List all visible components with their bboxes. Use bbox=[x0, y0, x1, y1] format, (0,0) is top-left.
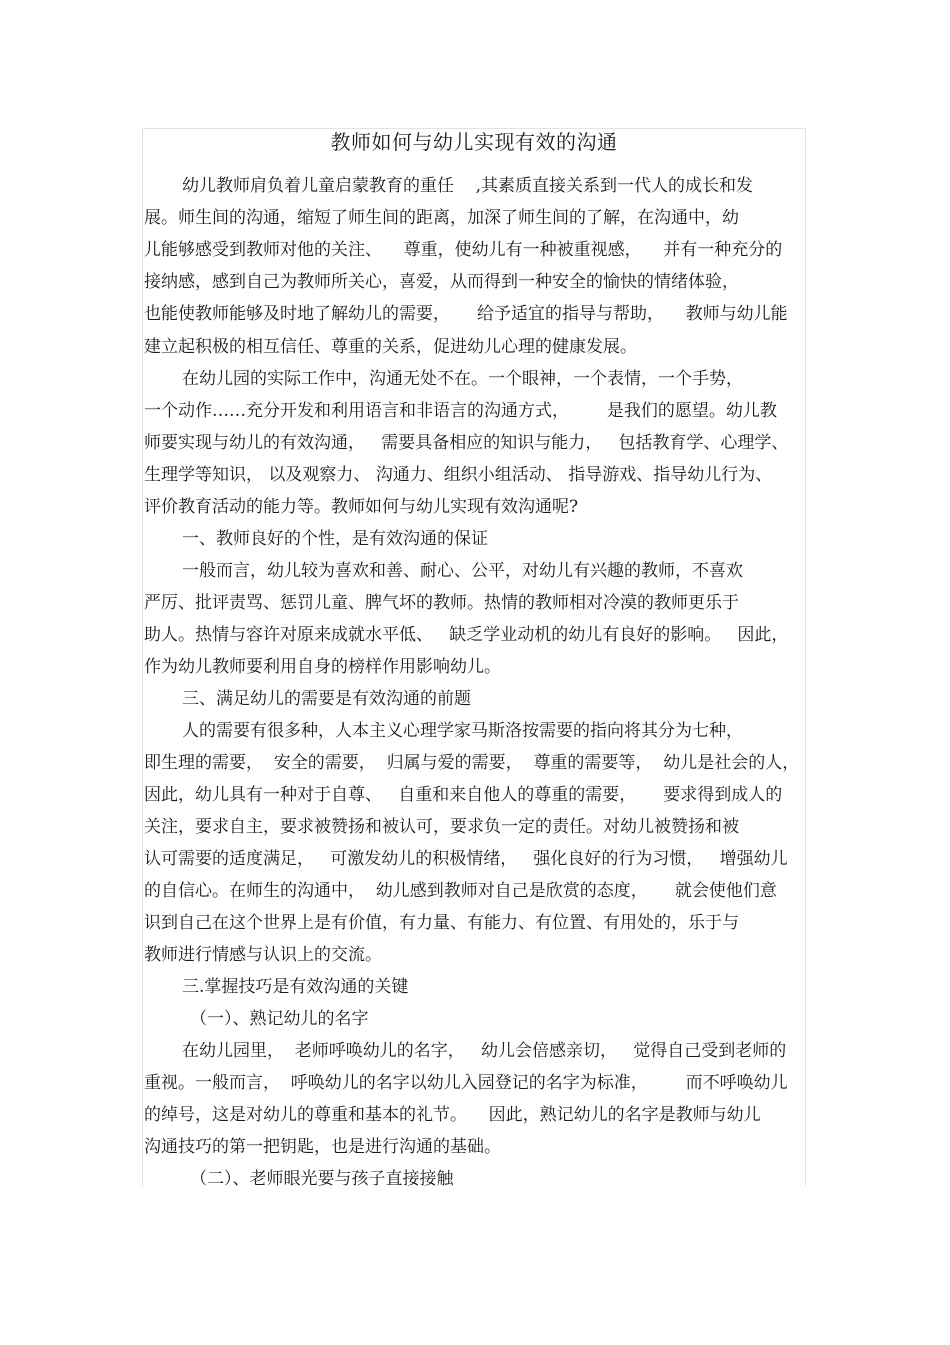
paragraph-line: 的绰号，这是对幼儿的尊重和基本的礼节。 因此，熟记幼儿的名字是教师与幼儿 bbox=[144, 1105, 761, 1125]
paragraph-line: 一般而言，幼儿较为喜欢和善、耐心、公平，对幼儿有兴趣的教师，不喜欢 bbox=[182, 561, 743, 581]
paragraph-line: 建立起积极的相互信任、尊重的关系，促进幼儿心理的健康发展。 bbox=[144, 337, 637, 357]
paragraph-line: 展。师生间的沟通，缩短了师生间的距离，加深了师生间的了解，在沟通中，幼 bbox=[144, 208, 739, 228]
paragraph-line: 助人。热情与容许对原来成就水平低、 缺乏学业动机的幼儿有良好的影响。 因此， bbox=[144, 625, 789, 645]
paragraph-line: 人的需要有很多种，人本主义心理学家马斯洛按需要的指向将其分为七种， bbox=[182, 721, 743, 741]
paragraph-line: 重视。一般而言， 呼唤幼儿的名字以幼儿入园登记的名字为标准， 而不呼唤幼儿 bbox=[144, 1073, 788, 1093]
section-heading: 三、满足幼儿的需要是有效沟通的前题 bbox=[182, 689, 471, 709]
section-heading: 一、教师良好的个性，是有效沟通的保证 bbox=[182, 529, 488, 549]
paragraph-line: 在幼儿园里， 老师呼唤幼儿的名字， 幼儿会倍感亲切， 觉得自己受到老师的 bbox=[182, 1041, 787, 1061]
paragraph-line: 在幼儿园的实际工作中，沟通无处不在。一个眼神，一个表情，一个手势， bbox=[182, 369, 743, 389]
subsection-heading: （二）、老师眼光要与孩子直接接触 bbox=[190, 1169, 454, 1189]
paragraph-line: 幼儿教师肩负着儿童启蒙教育的重任 ,其素质直接关系到一代人的成长和发 bbox=[182, 176, 754, 196]
paragraph-line: 识到自己在这个世界上是有价值，有力量、有能力、有位置、有用处的，乐于与 bbox=[144, 913, 739, 933]
paragraph-line: 评价教育活动的能力等。教师如何与幼儿实现有效沟通呢? bbox=[144, 497, 579, 517]
document-title: 教师如何与幼儿实现有效的沟通 bbox=[330, 130, 618, 154]
paragraph-line: 也能使教师能够及时地了解幼儿的需要， 给予适宜的指导与帮助， 教师与幼儿能 bbox=[144, 304, 788, 324]
paragraph-line: 教师进行情感与认识上的交流。 bbox=[144, 945, 382, 965]
paragraph-line: 沟通技巧的第一把钥匙，也是进行沟通的基础。 bbox=[144, 1137, 501, 1157]
paragraph-line: 儿能够感受到教师对他的关注、 尊重，使幼儿有一种被重视感， 并有一种充分的 bbox=[144, 240, 783, 260]
paragraph-line: 接纳感，感到自己为教师所关心，喜爱，从而得到一种安全的愉快的情绪体验， bbox=[144, 272, 739, 292]
paragraph-line: 严厉、批评责骂、惩罚儿童、脾气坏的教师。热情的教师相对冷漠的教师更乐于 bbox=[144, 593, 739, 613]
paragraph-line: 因此，幼儿具有一种对于自尊、 自重和来自他人的尊重的需要， 要求得到成人的 bbox=[144, 785, 783, 805]
paragraph-line: 关注，要求自主，要求被赞扬和被认可，要求负一定的责任。对幼儿被赞扬和被 bbox=[144, 817, 739, 837]
paragraph-line: 作为幼儿教师要利用自身的榜样作用影响幼儿。 bbox=[144, 657, 501, 677]
paragraph-line: 生理学等知识， 以及观察力、 沟通力、组织小组活动、 指导游戏、指导幼儿行为、 bbox=[144, 465, 773, 485]
paragraph-line: 即生理的需要， 安全的需要， 归属与爱的需要， 尊重的需要等， 幼儿是社会的人， bbox=[144, 753, 800, 773]
paragraph-line: 认可需要的适度满足， 可激发幼儿的积极情绪， 强化良好的行为习惯， 增强幼儿 bbox=[144, 849, 788, 869]
paragraph-line: 的自信心。在师生的沟通中， 幼儿感到教师对自己是欣赏的态度， 就会使他们意 bbox=[144, 881, 777, 901]
paragraph-line: 一个动作……充分开发和利用语言和非语言的沟通方式， 是我们的愿望。幼儿教 bbox=[144, 401, 777, 421]
section-heading: 三.掌握技巧是有效沟通的关键 bbox=[182, 977, 409, 997]
paragraph-line: 师要实现与幼儿的有效沟通， 需要具备相应的知识与能力， 包括教育学、心理学、 bbox=[144, 433, 789, 453]
subsection-heading: （一）、熟记幼儿的名字 bbox=[190, 1009, 369, 1029]
